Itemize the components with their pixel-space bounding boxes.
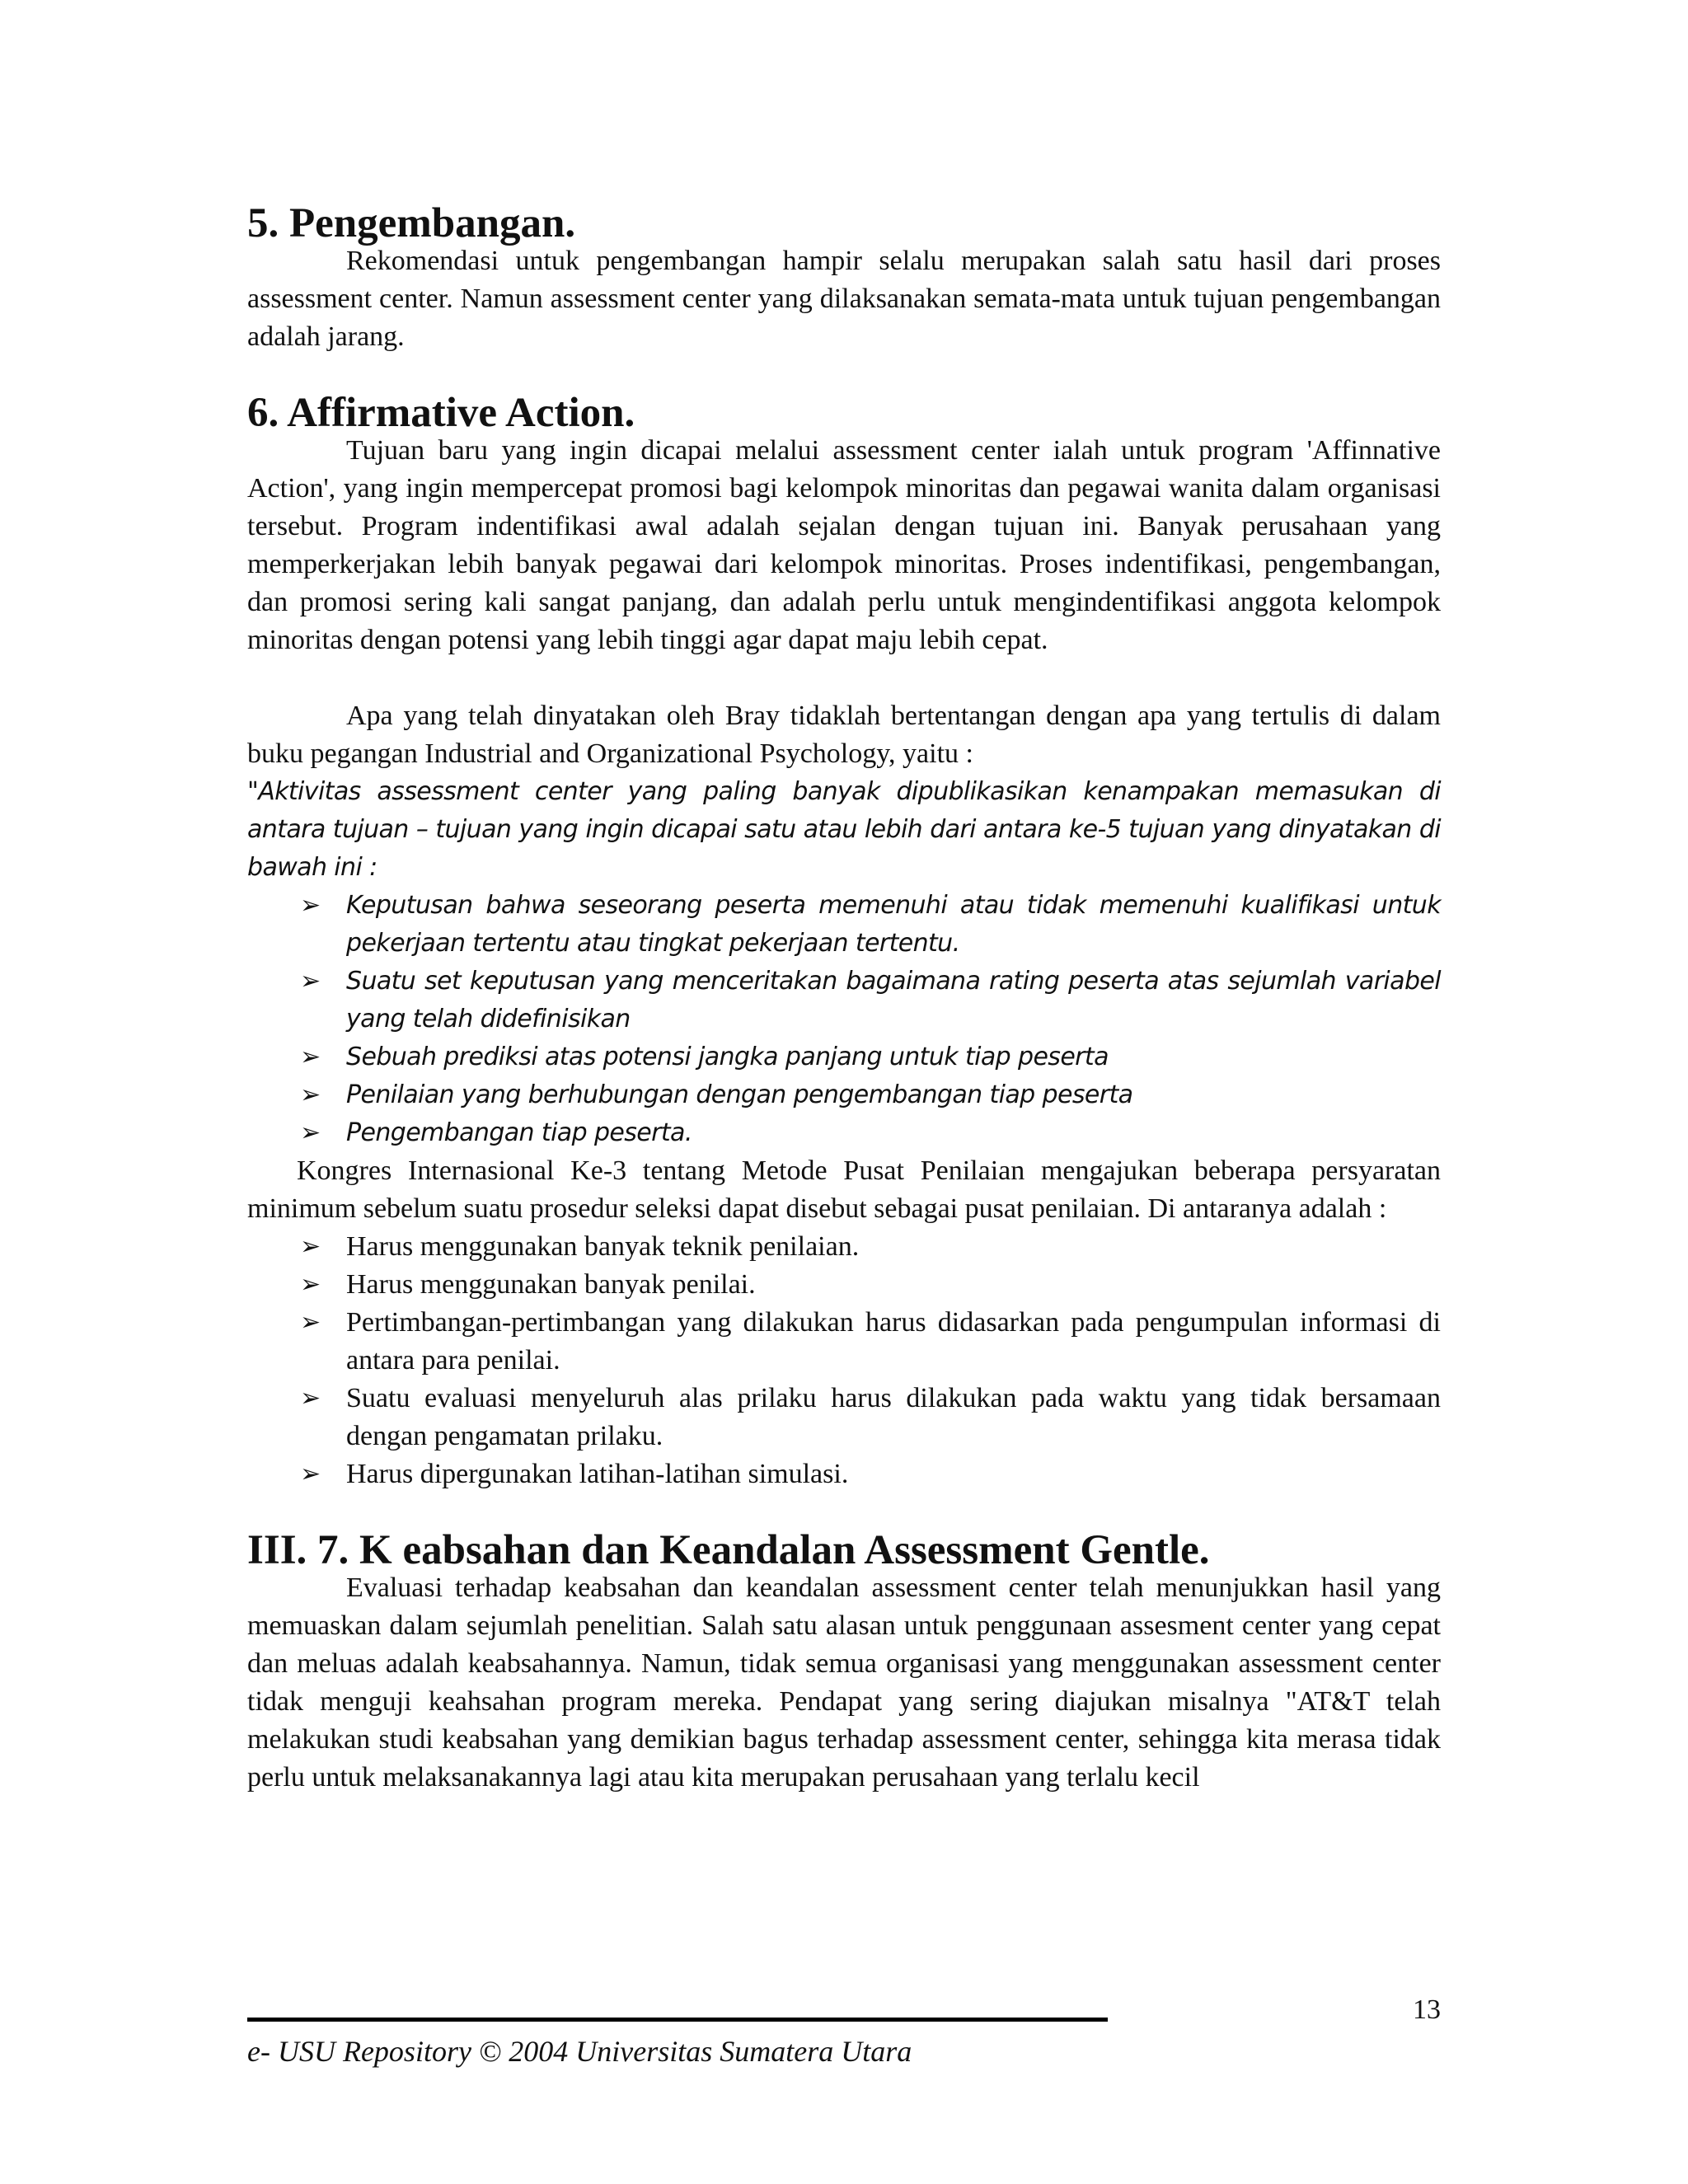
list-item-text: Harus dipergunakan latihan-latihan simulasi. [346, 1459, 849, 1489]
list-item-text: Pertimbangan-pertimbangan yang dilakukan harus didasarkan pada pengumpulan informasi di antara para penilai. [346, 1307, 1441, 1376]
list-item-text: Harus menggunakan banyak penilai. [346, 1269, 756, 1300]
list-item-text: Penilaian yang berhubungan dengan pengembangan tiap peserta [346, 1080, 1133, 1109]
list-item [247, 1076, 1441, 1114]
footer-copyright: e- USU Repository © 2004 Universitas Sumatera Utara [247, 2035, 912, 2068]
footer-divider [247, 2018, 1108, 2022]
arrow-bullet-icon: ➢ [300, 1043, 321, 1071]
section-heading-affirmative-action: 6. Affirmative Action. [247, 390, 635, 436]
list-item-text: Pengembangan tiap peserta. [346, 1118, 692, 1147]
arrow-bullet-icon: ➢ [300, 1460, 321, 1488]
arrow-bullet-icon: ➢ [300, 1118, 321, 1147]
spacer [247, 1493, 1441, 1531]
list-item [247, 1114, 1441, 1152]
list-item [247, 1266, 1441, 1304]
section-heading-keabsahan: III. 7. K eabsahan dan Keandalan Assessment Gentle. [247, 1527, 1210, 1573]
arrow-bullet-icon: ➢ [300, 1080, 321, 1109]
list-item-text: Suatu evaluasi menyeluruh alas prilaku harus dilakukan pada waktu yang tidak bersamaan dengan pengamatan prilaku. [346, 1383, 1441, 1451]
arrow-bullet-icon: ➢ [300, 1232, 321, 1261]
paragraph-keabsahan: Evaluasi terhadap keabsahan dan keandalan assessment center telah menunjukkan hasil yang memuaskan dalam sejumlah penelitian. Salah satu alasan untuk penggunaan assesment center yang cepat dan meluas adalah keabsahannya. Namun, tidak semua organisasi yang menggunakan assessment center tidak menguji keahsahan program mereka. Pendapat yang sering diajukan misalnya "AT&T telah melakukan studi keabsahan yang demikian bagus terhadap assessment center, sehingga kita merasa tidak perlu untuk melaksanakannya lagi atau kita merupakan perusahaan yang terlalu kecil [247, 1572, 1441, 1793]
quote-intro: "Aktivitas assessment center yang paling banyak dipublikasikan kenampakan memasukan di antara tujuan – tujuan yang ingin dicapai satu atau lebih dari antara ke-5 tujuan yang dinyatakan di bawah ini : [247, 777, 1441, 882]
arrow-bullet-icon: ➢ [300, 891, 321, 920]
list-item [247, 1380, 1441, 1455]
list-item [247, 1304, 1441, 1380]
list-item [247, 963, 1441, 1038]
list-item [247, 887, 1441, 963]
spacer [247, 356, 1441, 394]
list-item-text: Harus menggunakan banyak teknik penilaian. [346, 1231, 860, 1262]
paragraph-pengembangan: Rekomendasi untuk pengembangan hampir selalu merupakan salah satu hasil dari proses assessment center. Namun assessment center yang dilaksanakan semata-mata untuk tujuan pengembangan adalah jarang. [247, 246, 1441, 352]
list-item-text: Suatu set keputusan yang menceritakan bagaimana rating peserta atas sejumlah variabel yang telah didefinisikan [346, 967, 1441, 1033]
arrow-bullet-icon: ➢ [300, 967, 321, 996]
list-item-text: Sebuah prediksi atas potensi jangka panjang untuk tiap peserta [346, 1043, 1109, 1071]
arrow-bullet-icon: ➢ [300, 1384, 321, 1413]
paragraph-affirmative-action: Tujuan baru yang ingin dicapai melalui assessment center ialah untuk program 'Affinnative Action', yang ingin mempercepat promosi bagi kelompok minoritas dan pegawai wanita dalam organisasi tersebut. Program indentifikasi awal adalah sejalan dengan tujuan ini. Banyak perusahaan yang memperkerjakan lebih banyak pegawai dari kelompok minoritas. Proses indentifikasi, pengembangan, dan promosi sering kali sangat panjang, dan adalah perlu untuk mengindentifikasi anggota kelompok minoritas dengan potensi yang lebih tinggi agar dapat maju lebih cepat. [247, 435, 1441, 655]
requirements-list [247, 1228, 1441, 1493]
arrow-bullet-icon: ➢ [300, 1270, 321, 1299]
list-item-text: Keputusan bahwa seseorang peserta memenuhi atau tidak memenuhi kualifikasi untuk pekerjaan tertentu atau tingkat pekerjaan tertentu. [346, 891, 1441, 958]
list-item [247, 1038, 1441, 1076]
spacer [247, 659, 1441, 697]
arrow-bullet-icon: ➢ [300, 1308, 321, 1337]
paragraph-bray: Apa yang telah dinyatakan oleh Bray tidaklah bertentangan dengan apa yang tertulis di dalam buku pegangan Industrial and Organizational Psychology, yaitu : [247, 701, 1441, 769]
section-heading-pengembangan: 5. Pengembangan. [247, 200, 576, 246]
quote-bullet-list [247, 887, 1441, 1152]
list-item [247, 1455, 1441, 1493]
page-number: 13 [1413, 1994, 1441, 2025]
paragraph-kongres: Kongres Internasional Ke-3 tentang Metode Pusat Penilaian mengajukan beberapa persyaratan minimum sebelum suatu prosedur seleksi dapat disebut sebagai pusat penilaian. Di antaranya adalah : [247, 1155, 1441, 1224]
list-item [247, 1228, 1441, 1266]
page-body [247, 200, 1441, 1797]
